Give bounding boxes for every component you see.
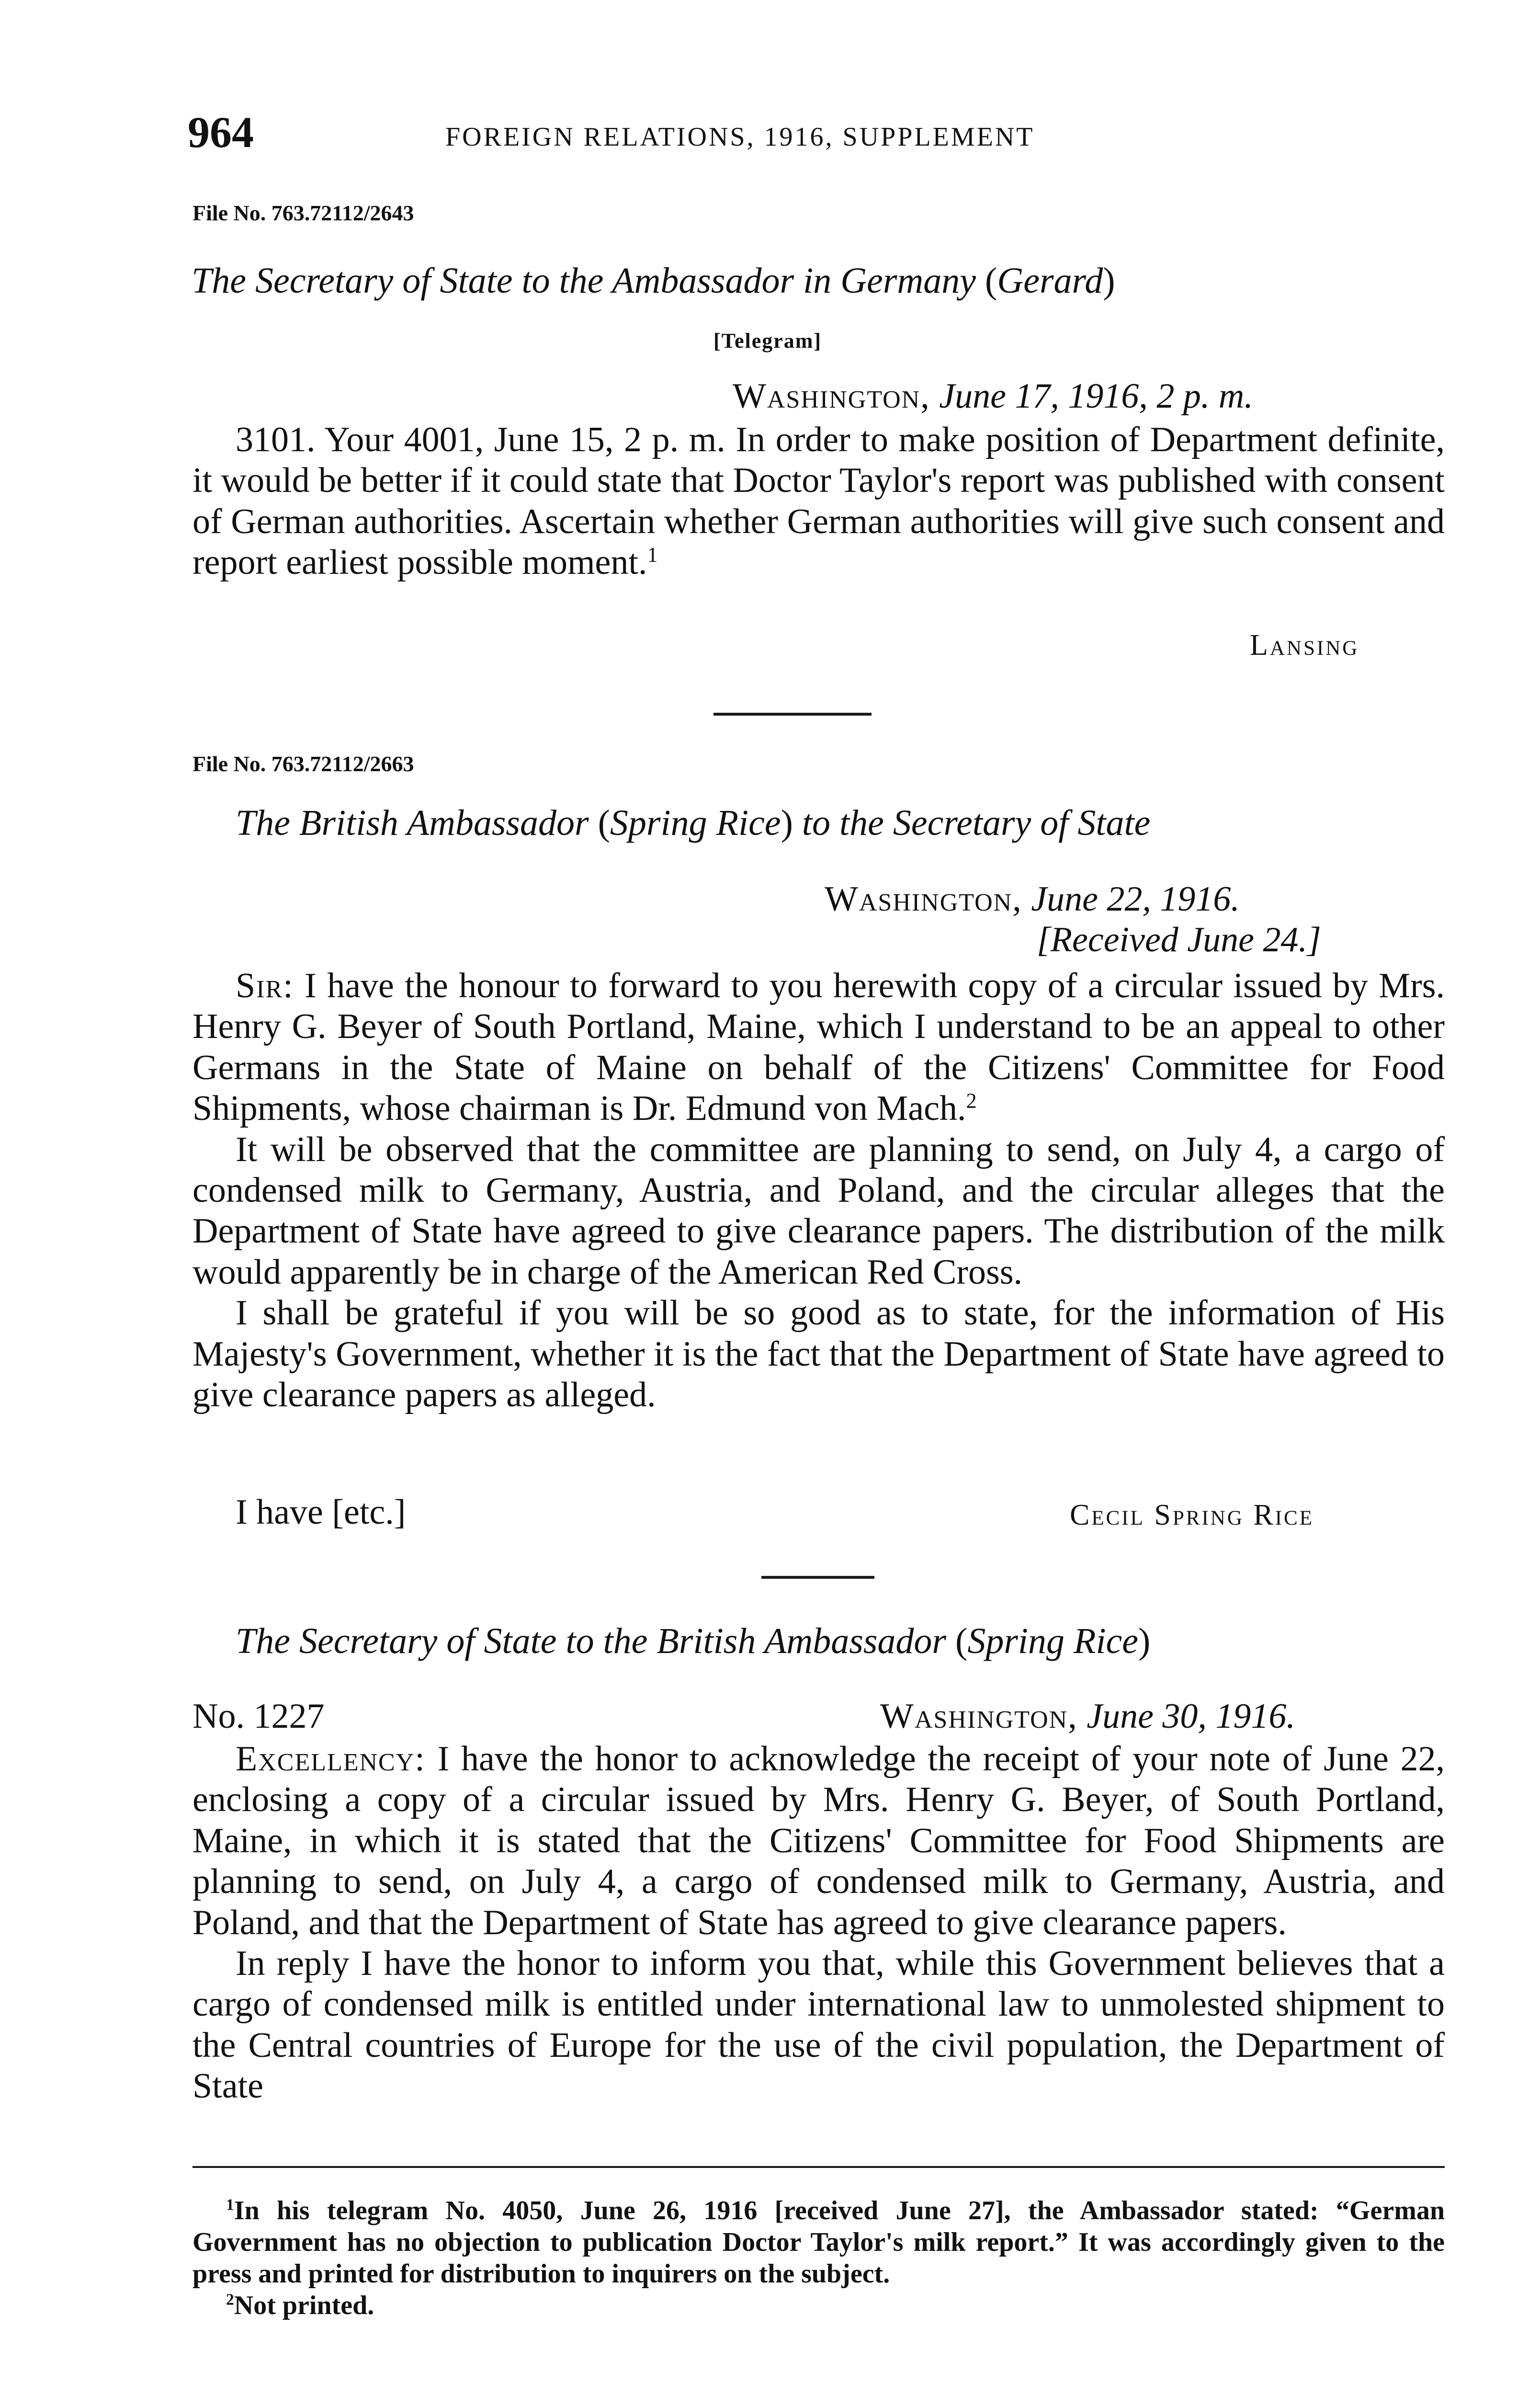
doc1-title-name: Gerard bbox=[997, 261, 1103, 301]
doc3-paragraph-1: Excellency: I have the honor to acknowledge the receipt of your note of June 22, enclosing a copy of a circular issued by Mrs. Henry G. Beyer, of South Portland, Maine, in which it is stated that the Citizens' Committee for Food Shipments are planning to send, on July 4, a cargo of condensed milk to Germany, Austria, and Poland, and that the Department of State has agreed to give clearance papers. bbox=[192, 1739, 1445, 1942]
doc2-title-name: Spring Rice bbox=[610, 803, 781, 843]
doc2-paragraph-2: It will be observed that the committee are planning to send, on July 4, a cargo of condensed milk to Germany, Austria, and Poland, and the circular alleges that the Department of State have agreed to give clearance papers. The distribution of the milk would apparently be in charge of the American Red Cross. bbox=[192, 1129, 1445, 1292]
doc2-paragraph-1: Sir: I have the honour to forward to you herewith copy of a circular issued by Mrs. Henry G. Beyer of South Portland, Maine, which I understand to be an appeal to other Germans in the State of Maine on behalf of the Citizens' Committee for Food Shipments, whose chairman is Dr. Edmund von Mach.$^2$ bbox=[192, 966, 1445, 1129]
doc1-place: Washington, bbox=[733, 376, 930, 416]
doc2-title: The British Ambassador (Spring Rice) to the Secretary of State bbox=[236, 803, 1151, 843]
telegram-label: [Telegram] bbox=[713, 329, 822, 353]
section-divider-2 bbox=[761, 1576, 874, 1579]
running-title: FOREIGN RELATIONS, 1916, SUPPLEMENT bbox=[445, 122, 1035, 152]
doc3-place: Washington, bbox=[880, 1697, 1078, 1736]
doc2-signature: Cecil Spring Rice bbox=[1070, 1499, 1314, 1531]
doc2-salutation: Sir: bbox=[236, 966, 294, 1005]
section-divider-1 bbox=[713, 713, 872, 716]
file-number-1: File No. 763.72112/2643 bbox=[192, 201, 414, 225]
page-number: 964 bbox=[188, 108, 254, 157]
doc3-number: No. 1227 bbox=[192, 1697, 325, 1736]
doc1-dateline bbox=[733, 378, 1253, 414]
doc3-title-name: Spring Rice bbox=[967, 1621, 1139, 1661]
doc1-date: June 17, 1916, 2 p. m. bbox=[939, 376, 1253, 416]
doc3-paragraph-2: In reply I have the honor to inform you that, while this Government believes that a cargo of condensed milk is entitled under international law to unmolested shipment to the Central countries of Europe for the use of the civil population, the Department of State bbox=[192, 1944, 1445, 2106]
doc3-salutation: Excellency: bbox=[236, 1739, 426, 1779]
footnotes bbox=[192, 2195, 1445, 2321]
doc3-body bbox=[192, 1739, 1445, 2107]
doc1-body bbox=[192, 420, 1445, 583]
footnote-rule bbox=[192, 2166, 1445, 2168]
doc1-signature: Lansing bbox=[1250, 629, 1359, 661]
footnote-ref-1: 1 bbox=[647, 542, 658, 567]
doc2-place: Washington, bbox=[825, 879, 1022, 919]
doc3-dateline bbox=[880, 1699, 1295, 1734]
footnote-2: $^2$Not printed. bbox=[226, 2291, 374, 2320]
doc2-received: [Received June 24.] bbox=[1037, 920, 1321, 959]
footnote-ref-2: 2 bbox=[966, 1088, 977, 1113]
doc1-title-text: The Secretary of State to the Ambassador in Germany bbox=[192, 261, 976, 301]
doc1-paragraph: 3101. Your 4001, June 15, 2 p. m. In order to make position of Department definite, it would be better if it could state that Doctor Taylor's report was published with consent of German authorities. Ascertain whether German authorities will give such consent and report earliest possible moment.$^1$ bbox=[192, 420, 1445, 582]
footnote-1: $^1$In his telegram No. 4050, June 26, 1916 [received June 27], the Ambassador stated: “German Government has no objection to publication Doctor Taylor's milk report.” It was accordingly given to the press and printed for distribution to inquirers on the subject. bbox=[192, 2196, 1445, 2289]
doc2-date: June 22, 1916. bbox=[1031, 879, 1240, 919]
doc2-dateline bbox=[825, 881, 1240, 917]
doc3-title: The Secretary of State to the British Ambassador (Spring Rice) bbox=[236, 1621, 1151, 1661]
doc2-paragraph-3: I shall be grateful if you will be so good as to state, for the information of His Majesty's Government, whether it is the fact that the Department of State have agreed to give clearance papers as alleged. bbox=[192, 1293, 1445, 1415]
file-number-2: File No. 763.72112/2663 bbox=[192, 752, 414, 776]
doc1-title: The Secretary of State to the Ambassador in Germany (Gerard) bbox=[192, 261, 1115, 301]
doc3-date: June 30, 1916. bbox=[1087, 1697, 1295, 1736]
doc2-body bbox=[192, 966, 1445, 1415]
doc2-closing: I have [etc.] bbox=[236, 1493, 406, 1532]
